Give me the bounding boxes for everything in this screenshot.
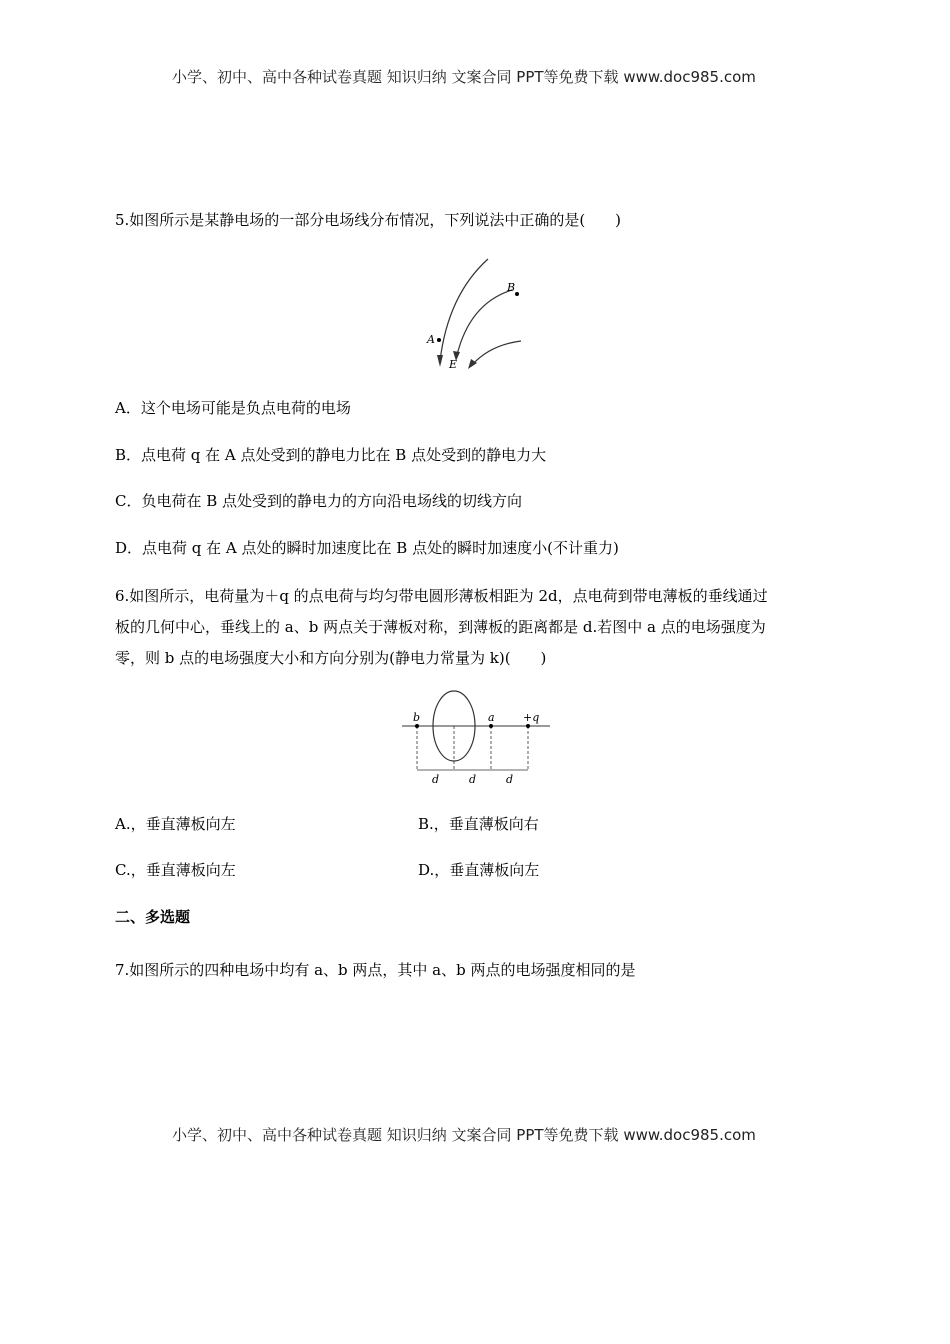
- q6-label-q: +q: [523, 711, 540, 724]
- q6-label-d1: d: [432, 773, 440, 786]
- q5-field-line-figure: [420, 255, 530, 375]
- q5-option-a: A．这个电场可能是负点电荷的电场: [115, 399, 351, 417]
- question-7-stem: 7.如图所示的四种电场中均有 a、b 两点，其中 a、b 两点的电场强度相同的是: [115, 961, 636, 979]
- q5-label-e: E: [449, 358, 458, 371]
- q6-option-b: B.，垂直薄板向右: [418, 815, 539, 833]
- q5-option-b: B．点电荷 q 在 A 点处受到的静电力比在 B 点处受到的静电力大: [115, 446, 547, 464]
- q5-label-b: B: [507, 281, 516, 294]
- q6-stem-line-1: 6.如图所示，电荷量为＋q 的点电荷与均匀带电圆形薄板相距为 2d，点电荷到带电薄板的垂线通过: [115, 587, 768, 605]
- q6-option-d: D.，垂直薄板向左: [418, 861, 540, 879]
- q6-stem-line-3: 零，则 b 点的电场强度大小和方向分别为(静电力常量为 k)( ): [115, 649, 547, 667]
- q6-stem-line-2: 板的几何中心，垂线上的 a、b 两点关于薄板对称，到薄板的距离都是 d.若图中 a 点的电场强度为: [115, 618, 766, 636]
- q6-label-d3: d: [506, 773, 514, 786]
- q6-option-c: C.，垂直薄板向左: [115, 861, 236, 879]
- q6-option-a: A.，垂直薄板向左: [115, 815, 236, 833]
- question-5-stem: 5.如图所示是某静电场的一部分电场线分布情况，下列说法中正确的是( ): [115, 211, 622, 229]
- page-header: 小学、初中、高中各种试卷真题 知识归纳 文案合同 PPT等免费下载 www.doc985.com: [172, 68, 756, 86]
- q6-plate-figure: [400, 688, 552, 788]
- q6-label-a: a: [488, 711, 495, 724]
- section-title-multiple-choice: 二、多选题: [115, 908, 191, 926]
- q5-option-d: D．点电荷 q 在 A 点处的瞬时加速度比在 B 点处的瞬时加速度小(不计重力): [115, 539, 619, 557]
- q6-label-b: b: [413, 711, 421, 724]
- q6-label-d2: d: [469, 773, 477, 786]
- page-footer: 小学、初中、高中各种试卷真题 知识归纳 文案合同 PPT等免费下载 www.doc985.com: [172, 1126, 756, 1144]
- q5-option-c: C．负电荷在 B 点处受到的静电力的方向沿电场线的切线方向: [115, 492, 523, 510]
- q5-label-a: A: [427, 333, 435, 346]
